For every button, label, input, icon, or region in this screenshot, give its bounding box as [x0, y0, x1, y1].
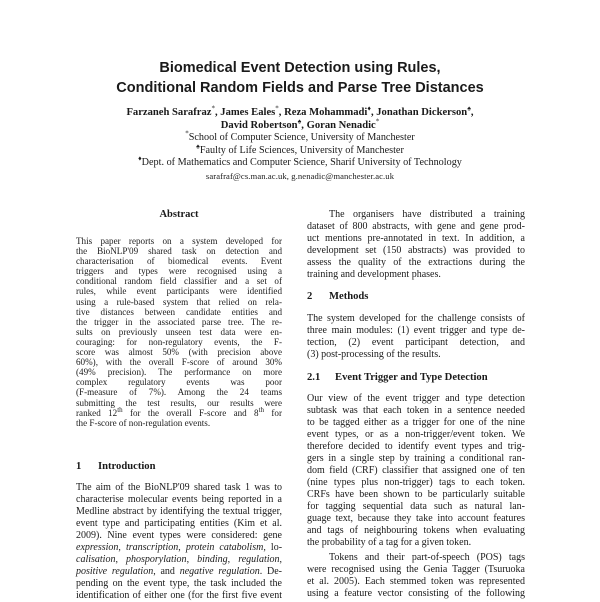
body-line: uct mentions pre-annotated in text. In addition, a	[307, 233, 525, 244]
title-line-2: Conditional Random Fields and Parse Tree Distances	[116, 80, 484, 96]
affiliation-mark: ♦	[138, 154, 142, 163]
abstract-line: sults on previously unseen test data were en-	[76, 326, 282, 337]
affiliation-mark: *	[375, 117, 380, 126]
affiliation-mark: ♦	[367, 104, 371, 113]
abstract-text: ranked 12	[76, 407, 118, 418]
author-name: Farzaneh Sarafraz	[126, 107, 212, 118]
body-line: Tokens and their part-of-speech (POS) tags	[329, 552, 525, 563]
event-type: regulation	[238, 554, 280, 565]
abstract-text: for	[264, 407, 282, 418]
separator: ,	[186, 554, 198, 565]
paper-title	[60, 58, 540, 98]
body-line: 2009). Nine event types were considered: gene	[76, 530, 282, 541]
abstract-line: the trigger in the associated parse tree. The re-	[76, 316, 282, 327]
abstract-line: conditional random field classifier and a set of	[76, 276, 282, 287]
title-line-1: Biomedical Event Detection using Rules,	[159, 60, 441, 76]
body-line: tection, (2) event participant detection, and	[307, 337, 525, 348]
subsection-heading-trigger-detection	[307, 372, 488, 383]
section-title: Methods	[329, 291, 369, 302]
separator: ,	[227, 554, 239, 565]
affiliation-line	[40, 142, 560, 158]
affiliation-mark: *	[211, 104, 215, 113]
body-line: therefore decided to identify event types and trig-	[307, 441, 525, 452]
event-type: calisation	[76, 554, 116, 565]
section-number: 2	[307, 291, 313, 302]
body-line: dom field (CRF) classifier that assigned one of ten	[307, 465, 525, 476]
author-name: , Reza Mohammadi	[278, 107, 368, 118]
body-line: et al. 2005). Each stemmed token was represented	[307, 576, 525, 587]
abstract-line	[76, 405, 282, 418]
affiliation-mark: *	[275, 104, 279, 113]
affiliation-mark: ♠	[297, 117, 302, 126]
body-line: The system developed for the challenge consists of	[307, 313, 525, 324]
abstract-line: (49% precision). The performance on more	[76, 367, 282, 378]
event-type: expression	[76, 542, 119, 553]
event-type: positive regulation	[76, 566, 154, 577]
body-line: The organisers have distributed a training	[329, 209, 525, 220]
event-type: phosporylation	[126, 554, 187, 565]
abstract-line: using a rule-based system that relied on rela-	[76, 296, 282, 307]
body-line: and tags of neighbouring tokens when evaluating	[307, 525, 525, 536]
section-heading-introduction	[76, 461, 156, 472]
body-text: . De-	[259, 566, 282, 577]
abstract-line: submitting the test results, our results were	[76, 397, 282, 408]
author-name: , Goran Nenadic	[301, 120, 376, 131]
abstract-heading: Abstract	[159, 209, 199, 220]
abstract-line: tive distances between candidate entities and	[76, 306, 282, 317]
abstract-line: rules, while event participants were identified	[76, 286, 282, 297]
abstract-line: the F-score of non-regulation events.	[76, 417, 211, 428]
affiliation-text: School of Computer Science, University of Manchester	[188, 132, 415, 143]
section-number: 1	[76, 461, 82, 472]
subsection-body	[307, 393, 525, 600]
body-line	[76, 542, 282, 554]
section-heading-methods	[307, 291, 368, 302]
body-line: characterise molecular events being reported in a	[76, 494, 282, 505]
abstract-line: the BioNLP'09 shared task on detection and	[76, 246, 282, 257]
body-line: identification of either one (for the first five event	[76, 590, 282, 601]
abstract-line: 60%), with the overall F-score of around 30%	[76, 357, 282, 368]
author-separator: ,	[470, 107, 474, 118]
author-list	[40, 106, 560, 132]
body-line: (nine types plus non-trigger) tags to each token.	[307, 477, 525, 488]
author-name: , James Eales	[214, 107, 276, 118]
body-line: three main modules: (1) event trigger and type de-	[307, 325, 525, 336]
body-text: , and	[153, 566, 180, 577]
body-text: , lo-	[263, 542, 283, 553]
intro-continuation	[307, 209, 525, 281]
abstract-body	[76, 236, 282, 428]
separator: ,	[178, 542, 186, 553]
affiliation-mark: ♠	[467, 104, 471, 113]
abstract-line: couraging: for non-regulatory events, the F-	[76, 336, 282, 347]
event-type: transcription	[126, 542, 179, 553]
author-name: David Robertson	[220, 120, 298, 131]
body-line: dataset of 800 abstracts, with gene and gene prod-	[307, 221, 525, 232]
abstract-line: characterisation of biomedical events. Event	[76, 256, 282, 267]
affiliation-mark: *	[185, 129, 189, 138]
contact-email: sarafraf@cs.man.ac.uk, g.nenadic@manchester.ac.uk	[205, 171, 395, 181]
body-line	[76, 566, 282, 578]
affiliation-text: Faulty of Life Sciences, University of Manchester	[199, 144, 404, 156]
affiliation-mark: ♠	[196, 142, 200, 151]
section-number: 2.1	[307, 372, 321, 383]
separator: ,	[115, 554, 126, 565]
body-line: CRFs have been shown to be particularly suitable	[307, 489, 525, 500]
abstract-line: triggers and types were recognised using a	[76, 266, 282, 277]
body-line: to be tagged either as a trigger for one of the nine	[307, 417, 525, 428]
body-line: using a feature vector consisting of the following	[307, 588, 525, 599]
ordinal-suffix: th	[258, 405, 265, 414]
event-type: protein catabolism	[185, 542, 264, 553]
separator: ,	[118, 542, 126, 553]
body-line: event types, or as a non-trigger/event token. We	[307, 429, 525, 440]
event-type: negative regulation	[179, 566, 260, 577]
body-line: Our view of the event trigger and type detection	[307, 393, 525, 404]
methods-body	[307, 313, 525, 361]
abstract-line: This paper reports on a system developed for	[76, 236, 282, 246]
affiliation-line	[40, 154, 560, 170]
body-line: Medline abstract by identifying the textual trigger,	[76, 506, 282, 517]
body-line: (3) post-processing of the results.	[307, 349, 441, 360]
body-line: subtask was that each token in a sentence needed	[307, 405, 525, 416]
body-line: the probability of a tag for a given token.	[307, 537, 472, 548]
event-type: binding	[197, 554, 228, 565]
body-line	[76, 554, 282, 566]
section-title: Introduction	[98, 461, 156, 472]
body-line: guage text, because they take into account features	[307, 513, 525, 524]
body-line: The aim of the BioNLP'09 shared task 1 was to	[76, 482, 282, 493]
body-line: pending on the event type, the task included the	[76, 578, 282, 589]
abstract-line: (F-measure of 7%). Among the 24 teams	[76, 387, 282, 398]
affiliation-text: Dept. of Mathematics and Computer Science, Sharif University of Technology	[141, 157, 462, 168]
author-name: , Jonathan Dickerson	[370, 107, 468, 118]
abstract-line: complex regulatory events was poor	[76, 377, 282, 388]
abstract-line: score was almost 50% (with precision above	[76, 347, 282, 358]
affiliations	[40, 129, 560, 170]
body-line: training and development phases.	[307, 269, 441, 280]
ordinal-suffix: th	[117, 405, 123, 414]
body-text: ,	[279, 554, 283, 565]
section-title: Event Trigger and Type Detection	[335, 372, 488, 383]
introduction-body	[76, 482, 282, 602]
abstract-text: for the overall F-score and 8	[122, 407, 259, 418]
body-line: were recognised using the Genia Tagger (Tsuruoka	[307, 564, 525, 575]
author-line-2	[40, 119, 560, 132]
affiliation-line	[40, 129, 560, 145]
body-line: assess the quality of the extractions during the	[307, 257, 525, 268]
body-line: development set (150 abstracts) was provided to	[307, 245, 525, 256]
body-line: gers in a single step by training a conditional ran-	[307, 453, 525, 464]
body-line: event type and participating entities (Kim et al.	[76, 518, 282, 529]
body-line: for tagging sequential data such as natural lan-	[307, 501, 525, 512]
